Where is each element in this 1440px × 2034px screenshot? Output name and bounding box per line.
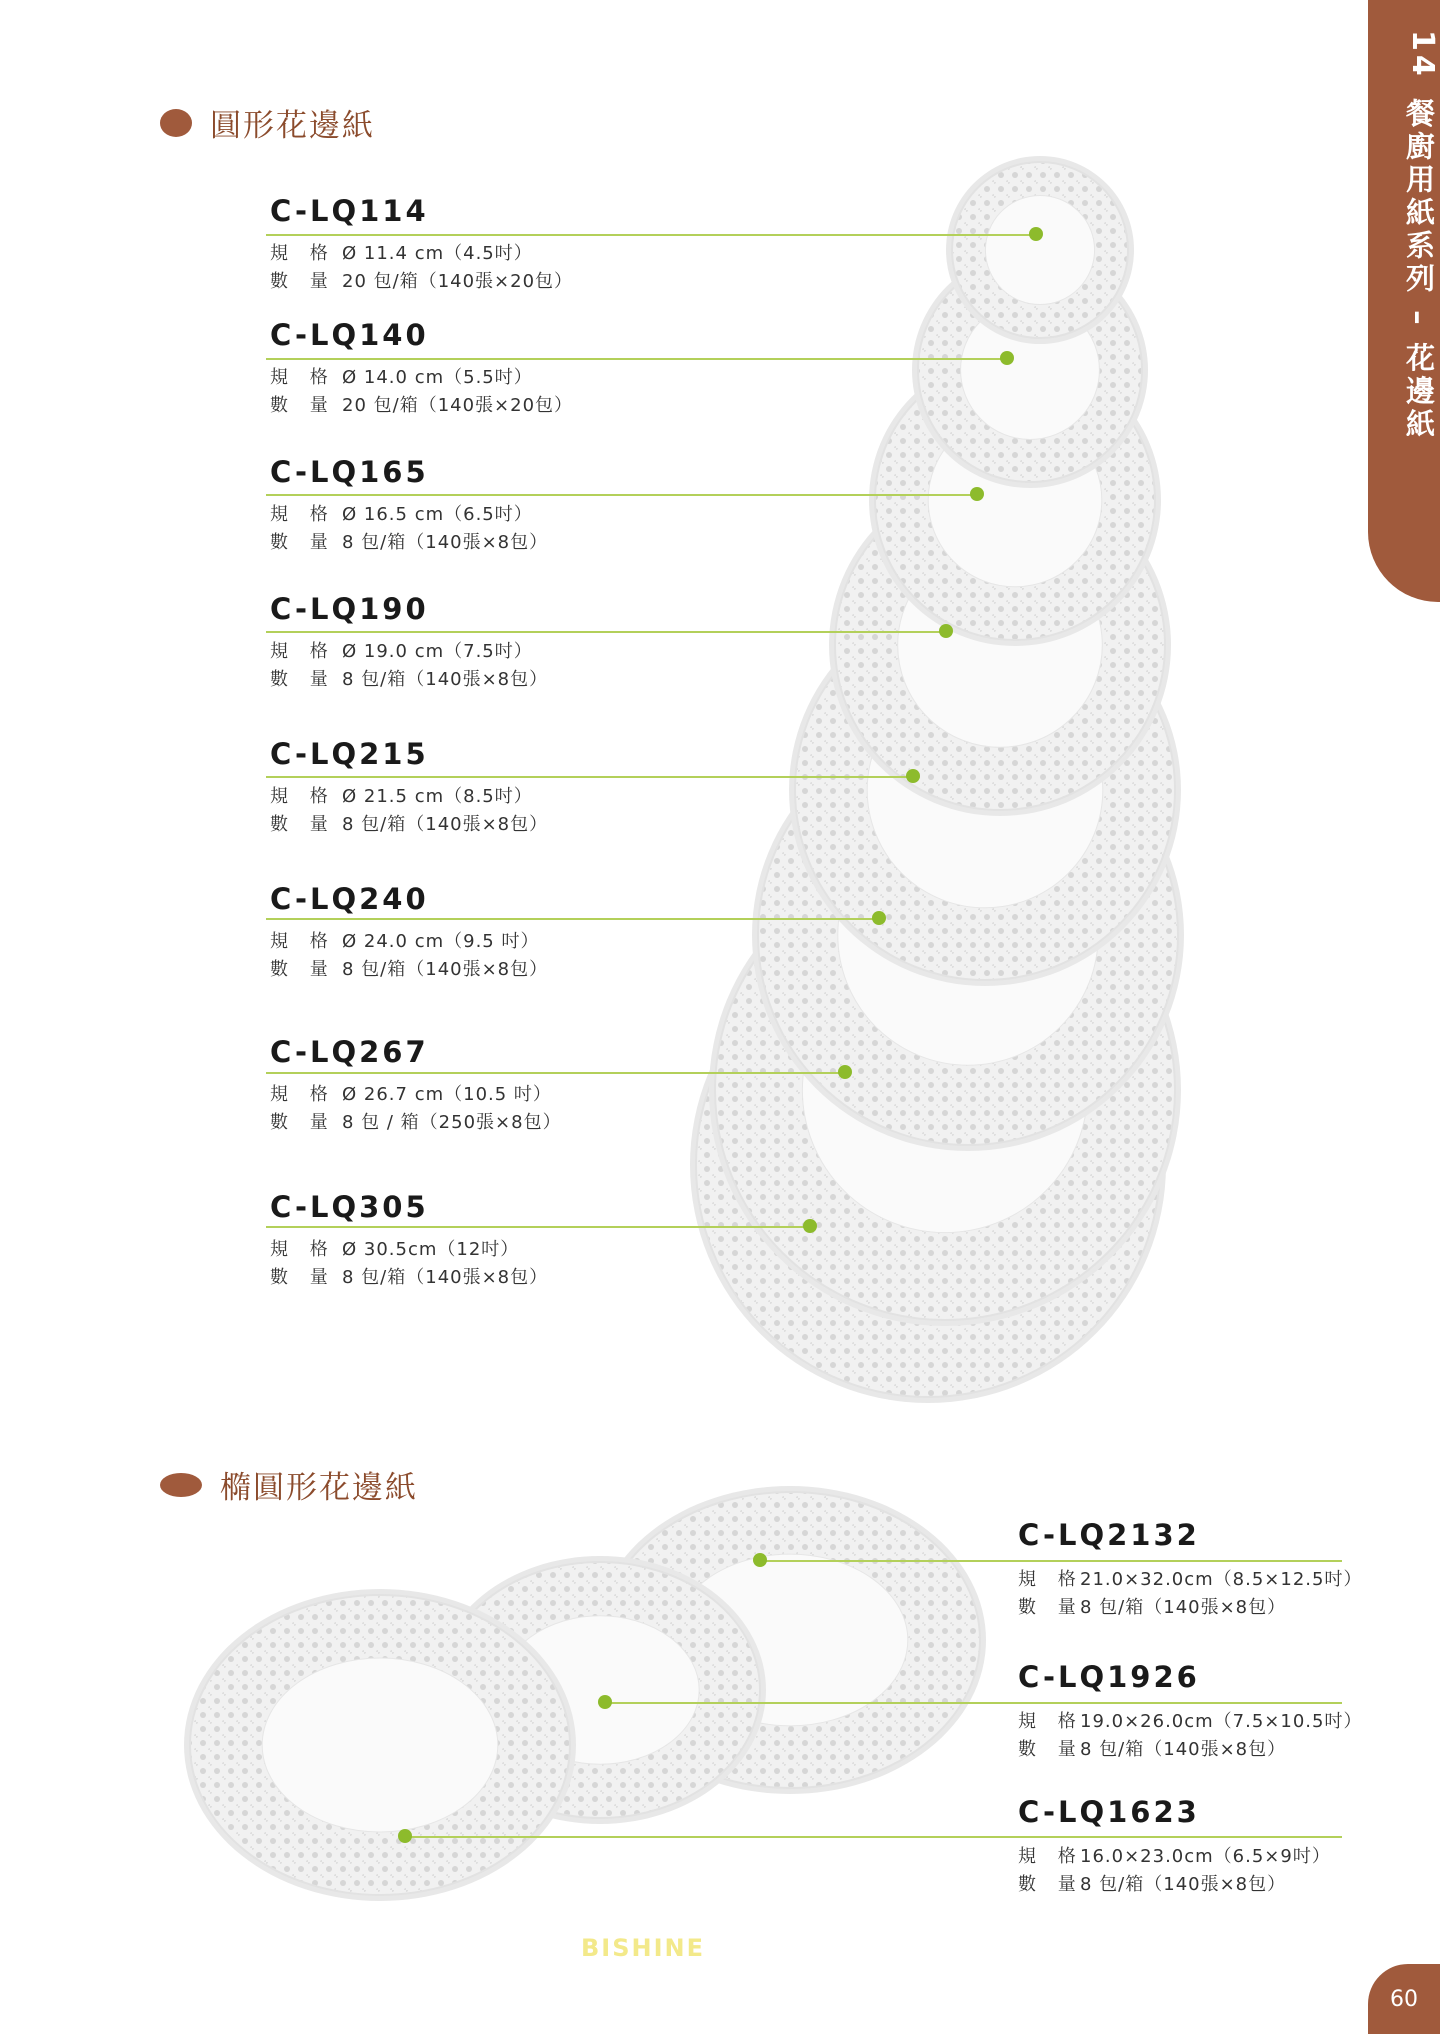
product-code: C-LQ215 <box>270 737 429 771</box>
qty-row <box>270 1264 548 1292</box>
qty-row <box>270 529 548 557</box>
spec-label: 規 格 <box>270 931 336 952</box>
qty-row <box>270 956 548 984</box>
qty-value: 8 包/箱（140張×8包） <box>1080 1874 1287 1895</box>
page-number: 60 <box>1368 1964 1440 2034</box>
leader-dot <box>398 1829 412 1843</box>
qty-value: 8 包/箱（140張×8包） <box>342 1267 549 1288</box>
leader-line <box>405 1836 1342 1838</box>
spec-row <box>1018 1566 1362 1594</box>
leader-dot <box>1029 227 1043 241</box>
product-code: C-LQ240 <box>270 882 429 916</box>
spec-value: 16.0×23.0cm（6.5×9吋） <box>1080 1846 1331 1867</box>
leader-dot <box>939 624 953 638</box>
leader-dot <box>872 911 886 925</box>
oval-product-C-LQ2132 <box>1018 1518 1362 1622</box>
product-code: C-LQ305 <box>270 1190 429 1224</box>
product-code: C-LQ114 <box>270 194 429 228</box>
spec-label: 規 格 <box>270 367 336 388</box>
spec-label: 規 格 <box>1018 1711 1084 1732</box>
qty-row <box>270 811 548 839</box>
round-doily-stack <box>690 156 1184 1403</box>
qty-value: 20 包/箱（140張×20包） <box>342 395 574 416</box>
leader-dot <box>1000 351 1014 365</box>
qty-value: 8 包/箱（140張×8包） <box>342 532 549 553</box>
qty-label: 數 量 <box>270 395 336 416</box>
spec-row <box>270 1236 548 1264</box>
spec-value: Ø 14.0 cm（5.5吋） <box>342 367 533 388</box>
spec-row <box>270 1081 562 1109</box>
round-doily-C-LQ114 <box>946 156 1134 344</box>
product-code: C-LQ2132 <box>1018 1518 1200 1552</box>
qty-row <box>270 666 548 694</box>
qty-label: 數 量 <box>1018 1597 1084 1618</box>
qty-label: 數 量 <box>1018 1874 1084 1895</box>
qty-label: 數 量 <box>270 532 336 553</box>
leader-line <box>266 494 977 496</box>
qty-value: 8 包/箱（140張×8包） <box>1080 1739 1287 1760</box>
qty-value: 8 包/箱（140張×8包） <box>1080 1597 1287 1618</box>
qty-row <box>270 392 573 420</box>
round-product-C-LQ240 <box>270 882 548 984</box>
spec-value: Ø 19.0 cm（7.5吋） <box>342 641 533 662</box>
round-product-C-LQ165 <box>270 455 548 557</box>
leader-line <box>266 631 946 633</box>
spec-value: Ø 26.7 cm（10.5 吋） <box>342 1084 552 1105</box>
leader-line <box>266 1226 810 1228</box>
spec-label: 規 格 <box>270 243 336 264</box>
qty-label: 數 量 <box>270 814 336 835</box>
oval-section-title <box>160 1462 418 1507</box>
spec-label: 規 格 <box>270 641 336 662</box>
round-product-C-LQ190 <box>270 592 548 694</box>
product-code: C-LQ267 <box>270 1035 429 1069</box>
leader-line <box>605 1702 1342 1704</box>
qty-label: 數 量 <box>270 271 336 292</box>
qty-value: 8 包/箱（140張×8包） <box>342 959 549 980</box>
leader-line <box>266 918 879 920</box>
qty-label: 數 量 <box>270 1267 336 1288</box>
spec-value: Ø 16.5 cm（6.5吋） <box>342 504 533 525</box>
qty-row <box>1018 1594 1362 1622</box>
spec-label: 規 格 <box>1018 1569 1084 1590</box>
spec-row <box>270 364 573 392</box>
product-code: C-LQ190 <box>270 592 429 626</box>
spec-row <box>270 501 548 529</box>
qty-row <box>1018 1736 1362 1764</box>
qty-label: 數 量 <box>270 1112 336 1133</box>
chapter-title: 餐廚用紙系列 – 花邊紙 <box>1402 97 1436 442</box>
qty-value: 8 包/箱（140張×8包） <box>342 669 549 690</box>
spec-value: 19.0×26.0cm（7.5×10.5吋） <box>1080 1711 1363 1732</box>
oval-doily-stack <box>184 1486 986 1901</box>
product-code: C-LQ1623 <box>1018 1795 1200 1829</box>
round-section-title <box>160 100 375 145</box>
spec-value: 21.0×32.0cm（8.5×12.5吋） <box>1080 1569 1363 1590</box>
spec-label: 規 格 <box>270 504 336 525</box>
qty-row <box>1018 1871 1331 1899</box>
qty-row <box>270 268 573 296</box>
product-code: C-LQ165 <box>270 455 429 489</box>
spec-label: 規 格 <box>270 1239 336 1260</box>
oval-section-label: 橢圓形花邊紙 <box>220 1470 418 1506</box>
product-code: C-LQ1926 <box>1018 1660 1200 1694</box>
spec-label: 規 格 <box>1018 1846 1084 1867</box>
spec-row <box>270 783 548 811</box>
qty-label: 數 量 <box>270 669 336 690</box>
leader-line <box>266 776 913 778</box>
spec-value: Ø 11.4 cm（4.5吋） <box>342 243 533 264</box>
round-section-label: 圓形花邊紙 <box>210 108 375 144</box>
spec-row <box>270 928 548 956</box>
leader-dot <box>906 769 920 783</box>
leader-line <box>266 234 1036 236</box>
leader-dot <box>803 1219 817 1233</box>
oval-doily-C-LQ1623 <box>184 1589 576 1901</box>
chapter-number: 14 <box>1405 30 1440 80</box>
leader-dot <box>838 1065 852 1079</box>
spec-row <box>270 240 573 268</box>
qty-value: 8 包 / 箱（250張×8包） <box>342 1112 562 1133</box>
round-product-C-LQ267 <box>270 1035 562 1137</box>
leader-line <box>266 358 1007 360</box>
bullet-icon <box>160 1473 202 1497</box>
leader-dot <box>970 487 984 501</box>
qty-label: 數 量 <box>1018 1739 1084 1760</box>
spec-row <box>270 638 548 666</box>
qty-value: 8 包/箱（140張×8包） <box>342 814 549 835</box>
round-product-C-LQ215 <box>270 737 548 839</box>
spec-row <box>1018 1708 1362 1736</box>
spec-value: Ø 21.5 cm（8.5吋） <box>342 786 533 807</box>
qty-row <box>270 1109 562 1137</box>
oval-product-C-LQ1623 <box>1018 1795 1331 1899</box>
spec-value: Ø 30.5cm（12吋） <box>342 1239 520 1260</box>
leader-dot <box>753 1553 767 1567</box>
product-code: C-LQ140 <box>270 318 429 352</box>
spec-label: 規 格 <box>270 786 336 807</box>
round-product-C-LQ140 <box>270 318 573 420</box>
bullet-icon <box>160 109 192 137</box>
brand-logo: BISHINE <box>581 1934 706 1962</box>
spec-value: Ø 24.0 cm（9.5 吋） <box>342 931 540 952</box>
round-product-C-LQ114 <box>270 194 573 296</box>
qty-value: 20 包/箱（140張×20包） <box>342 271 574 292</box>
leader-dot <box>598 1695 612 1709</box>
round-product-C-LQ305 <box>270 1190 548 1292</box>
spec-row <box>1018 1843 1331 1871</box>
oval-product-C-LQ1926 <box>1018 1660 1362 1764</box>
qty-label: 數 量 <box>270 959 336 980</box>
spec-label: 規 格 <box>270 1084 336 1105</box>
leader-line <box>760 1560 1342 1562</box>
leader-line <box>266 1072 845 1074</box>
